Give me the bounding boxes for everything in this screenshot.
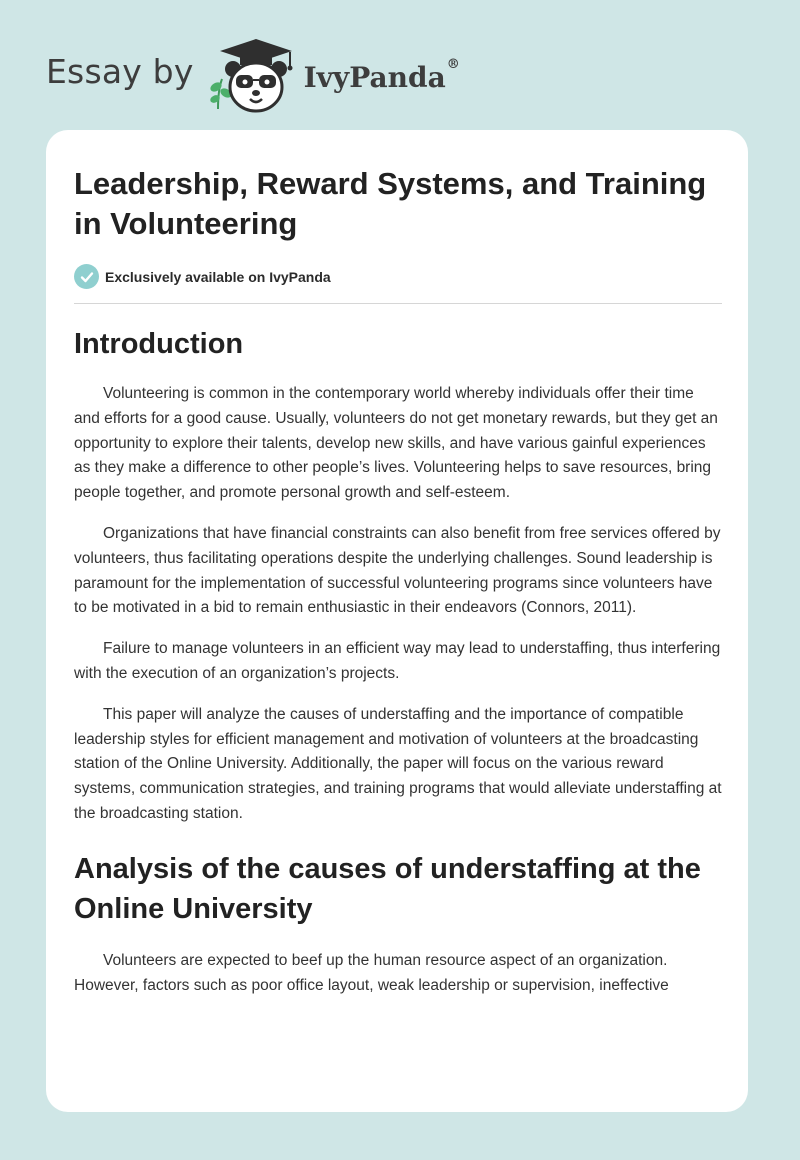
article-title: Leadership, Reward Systems, and Training in Volunteering <box>74 166 707 241</box>
check-circle-icon <box>74 264 99 289</box>
divider <box>74 303 722 304</box>
registered-mark: ® <box>446 56 460 72</box>
paragraph: Volunteering is common in the contemporary world whereby individuals offer their time and efforts for a good cause. Usually, volunteers do not get monetary rewards, but they get an opportunity to explore their talents, develop new skills, and have various gainful experiences as they make a difference to other people’s lives. Volunteering helps to save resources, bring people together, and promote personal growth and self-esteem. <box>74 385 718 502</box>
exclusive-badge <box>74 264 331 289</box>
checkmark-icon <box>80 270 94 284</box>
site-header <box>46 34 460 114</box>
paragraph: This paper will analyze the causes of understaffing and the importance of compatible leadership styles for efficient management and motivation of volunteers at the broadcasting station of the Online University. Additionally, the paper will focus on the various reward systems, communication strategies, and training programs that would alleviate understaffing at the broadcasting station. <box>74 705 722 822</box>
section-heading-introduction: Introduction <box>74 328 244 360</box>
exclusive-label: Exclusively available on IvyPanda <box>105 268 331 285</box>
article-body <box>74 320 722 1014</box>
brand-name[interactable] <box>303 56 460 94</box>
section-heading-analysis: Analysis of the causes of understaffing at the Online University <box>74 852 701 925</box>
paragraph: Volunteers are expected to beef up the human resource aspect of an organization. However, factors such as poor office layout, weak leadership or supervision, ineffective <box>74 951 669 994</box>
paragraph: Failure to manage volunteers in an efficient way may lead to understaffing, thus interfering with the execution of an organization’s projects. <box>74 640 721 682</box>
paragraph: Organizations that have financial constraints can also benefit from free services offered by volunteers, thus facilitating operations despite the underlying challenges. Sound leadership is paramount for the implementation of successful volunteering programs since volunteers have to be motivated in a bid to remain enthusiastic in their endeavors (Connors, 2011). <box>74 524 721 617</box>
article-card <box>46 130 748 1112</box>
panda-graduate-icon[interactable] <box>206 35 298 113</box>
essay-by-label: Essay by <box>46 51 194 91</box>
brand-text: IvyPanda <box>303 60 446 94</box>
